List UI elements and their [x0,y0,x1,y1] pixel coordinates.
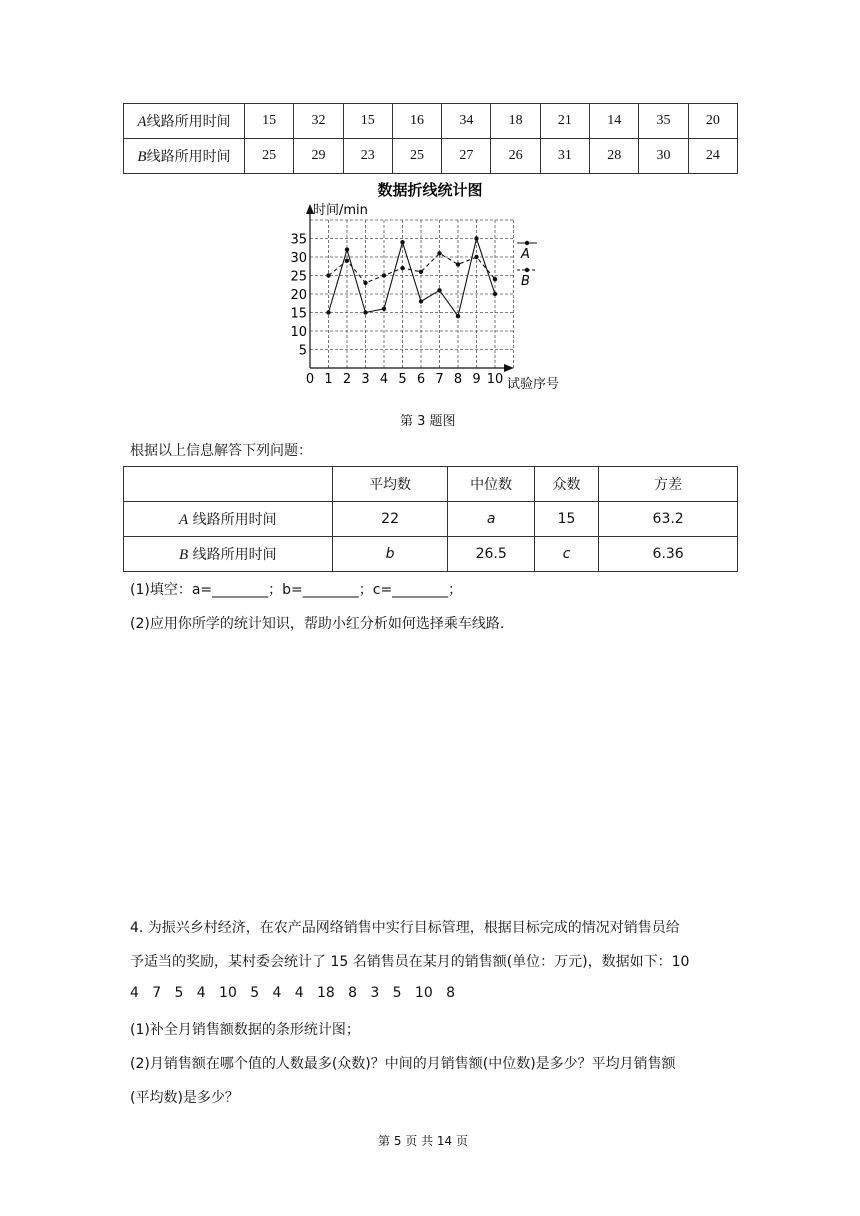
table-cell: 15 [343,104,392,139]
y-tick-label: 35 [290,232,307,248]
row-header [124,502,333,537]
series-A-point [345,247,349,251]
table-row [124,104,738,139]
table-cell: 24 [688,139,737,174]
series-B-line [329,253,496,283]
table-cell: 29 [294,139,343,174]
table-cell: 30 [639,139,688,174]
chart-grid [310,220,514,368]
x-tick-label: 7 [435,372,444,387]
series-B-point [363,281,367,285]
table-cell: 15 [245,104,294,139]
series-A-point [419,299,423,303]
series-A-point [474,236,478,240]
y-tick-label: 10 [290,325,307,340]
table-cell: 18 [491,104,540,139]
table-cell: 21 [540,104,589,139]
row-header [124,537,333,572]
table-cell: 34 [442,104,491,139]
table-cell: b [332,537,448,572]
x-tick-label: 10 [486,372,504,387]
table-cell: 31 [540,139,589,174]
series-B-point [419,270,423,274]
column-header: 方差 [599,467,738,502]
y-axis-label: 时间/min [313,203,368,218]
column-header: 众数 [534,467,598,502]
series-A-point [493,292,497,296]
chart-ticks [290,233,503,388]
legend-B-marker [525,268,529,272]
route-letter: B [179,547,189,563]
table-cell: 25 [245,139,294,174]
statistics-table [123,466,738,572]
row-label: 线路所用时间 [188,547,277,563]
table-cell: 28 [590,139,639,174]
series-A-point [326,310,330,314]
series-A-point [363,310,367,314]
problem-4-sub-2a: (2)月销售额在哪个值的人数最多(众数)？中间的月销售额(中位数)是多少？平均月销售额 [130,1056,676,1072]
problem-4-sub-1: (1)补全月销售额数据的条形统计图； [130,1022,360,1038]
problem-4-data: 4 7 5 4 10 5 4 4 18 8 3 5 10 8 [130,985,455,1001]
table-cell: 26.5 [448,537,534,572]
problem-4-line-2: 予适当的奖励，某村委会统计了 15 名销售员在某月的销售额(单位：万元)，数据如下：10 [130,954,690,970]
table-cell: 14 [590,104,639,139]
chart-legend [517,241,537,289]
x-axis-label: 试验序号 [507,377,560,392]
row-header [124,139,245,174]
series-A-point [382,307,386,311]
problem-4-sub-2b: (平均数)是多少？ [130,1090,239,1106]
route-time-table [123,103,738,174]
table-cell: 35 [639,104,688,139]
table-cell: 25 [392,139,441,174]
y-tick-label: 30 [290,251,307,266]
series-A-point [437,288,441,292]
table-cell: 20 [688,104,737,139]
x-tick-label: 2 [342,372,352,387]
y-tick-label: 5 [298,343,307,359]
chart-series [326,236,497,318]
series-B-point [382,273,386,277]
chart-title: 数据折线统计图 [377,181,483,199]
x-tick-label: 6 [416,372,426,387]
route-letter: A [137,114,147,130]
y-tick-label: 25 [290,269,307,285]
x-tick-label: 3 [361,372,370,387]
row-header [124,104,245,139]
table-cell: c [534,537,598,572]
table-cell: 15 [534,502,598,537]
row-label: 线路所用时间 [146,114,231,130]
x-tick-label: 4 [379,372,389,387]
header-row [124,467,738,502]
table-cell: 6.36 [599,537,738,572]
series-B-point [456,262,460,266]
legend-A-label: A [521,247,530,262]
series-A-point [456,314,460,318]
row-label: 线路所用时间 [188,512,277,528]
series-B-point [400,266,404,270]
table-cell: 27 [442,139,491,174]
legend-A-marker [525,241,529,245]
line-chart [290,178,580,398]
column-header: 中位数 [448,467,534,502]
table-cell: 22 [332,502,448,537]
x-tick-label: 9 [472,372,481,387]
series-B-point [345,259,349,263]
column-header: 平均数 [332,467,448,502]
table-cell: 23 [343,139,392,174]
series-B-point [493,277,497,281]
route-letter: A [179,512,189,528]
x-axis-arrow [504,364,514,372]
x-tick-label: 8 [453,372,463,387]
table-row [124,502,738,537]
table-row [124,139,738,174]
series-B-point [326,273,330,277]
table-cell: a [448,502,534,537]
intro-text: 根据以上信息解答下列问题： [130,443,312,459]
table-cell: 32 [294,104,343,139]
series-A-point [400,240,404,244]
x-tick-label: 1 [324,372,333,387]
legend-B-label: B [521,274,530,289]
y-tick-label: 20 [290,288,307,303]
question-1: (1)填空：a=________；b=________；c=________； [130,582,463,598]
series-B-point [437,251,441,255]
series-B-point [474,255,478,259]
table-cell: 16 [392,104,441,139]
y-tick-label: 15 [290,306,307,322]
table-row [124,537,738,572]
table-cell: 63.2 [599,502,738,537]
row-label: 线路所用时间 [146,149,231,165]
x-tick-label: 5 [398,372,407,387]
problem-4-line-1: 4. 为振兴乡村经济，在农产品网络销售中实行目标管理，根据目标完成的情况对销售员给 [130,920,680,936]
table-cell: 26 [491,139,540,174]
series-A-line [329,239,496,317]
chart-axes [306,204,514,372]
column-header [124,467,333,502]
question-2: (2)应用你所学的统计知识，帮助小红分析如何选择乘车线路. [130,616,505,632]
x-tick-label: 0 [305,372,315,387]
route-letter: B [137,149,147,165]
page-footer: 第 5 页 共 14 页 [378,1134,468,1148]
figure-caption: 第 3 题图 [400,414,456,429]
